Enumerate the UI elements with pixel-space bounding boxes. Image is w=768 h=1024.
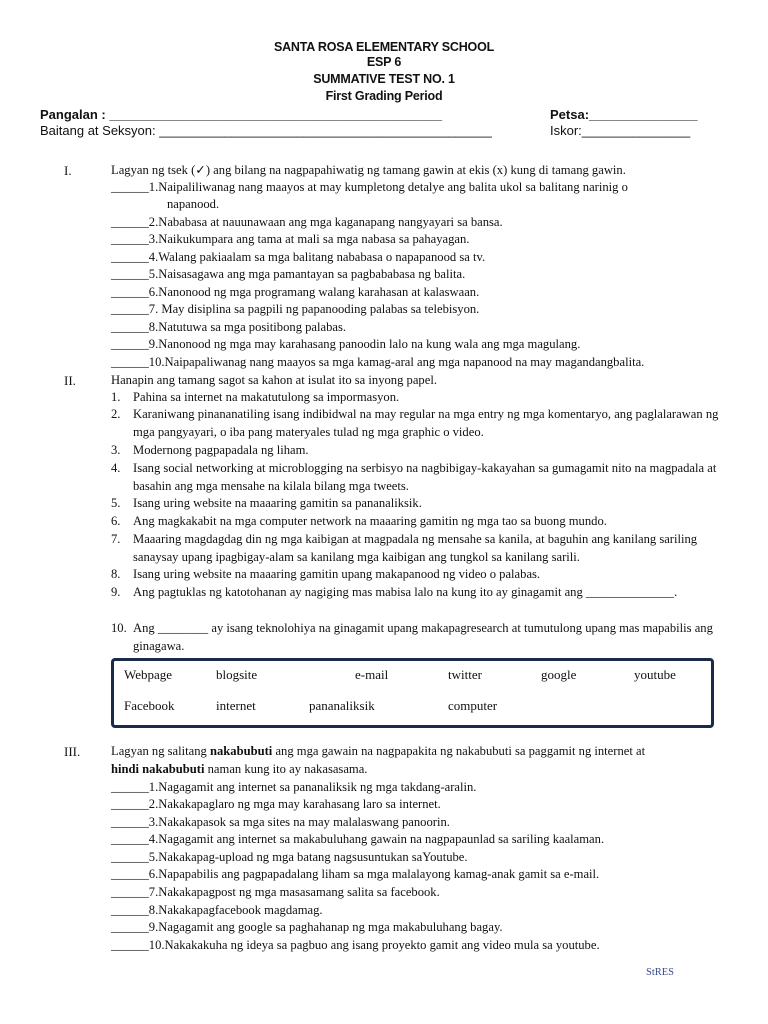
keyword-nakabubuti: nakabubuti — [209, 744, 273, 758]
choice-email: e-mail — [355, 667, 389, 682]
part3-item: ______7.Nakakapagpost ng mga masasamang salita sa facebook. — [111, 885, 440, 899]
part2-item-number: 1. — [111, 390, 121, 404]
part2-item-number: 7. — [111, 532, 121, 546]
part2-item-text: Isang social networking at microblogging na serbisyo na nagbibigay-kakayahan sa gumagamit nito na magpadala at basahin ang mga mensahe na kilala bilang mga tweets. — [133, 461, 717, 493]
choice-twitter: twitter — [448, 667, 482, 682]
part2-item-text: Karaniwang pinananatiling isang indibidwal na may regular na mga entry ng mga komentaryo, ang paglalarawan ng mga pangyayari, o iba pang materyales tulad ng mga graphic o video. — [133, 407, 719, 439]
part2-item-text: Isang uring website na maaaring gamitin sa pananaliksik. — [133, 496, 422, 510]
part2-numeral: II. — [64, 373, 76, 388]
part2-item-text: Ang pagtuklas ng katotohanan ay nagiging mas mabisa lalo na kung ito ay ginagamit ang ______________. — [133, 585, 678, 599]
choice-google: google — [541, 667, 577, 682]
part3-numeral: III. — [64, 744, 81, 759]
part3-item: ______9.Nagagamit ang google sa paghahanap ng mga makabuluhang bagay. — [111, 920, 503, 934]
keyword-hindi-nakabubuti: hindi nakabubuti — [111, 762, 205, 776]
iskor-field: Iskor:_______________ — [550, 123, 691, 138]
pangalan-field: Pangalan : ______________________________________________ — [40, 107, 442, 122]
part2-instruction: Hanapin ang tamang sagot sa kahon at isulat ito sa inyong papel. — [111, 373, 437, 387]
grading-period: First Grading Period — [325, 89, 443, 103]
choice-webpage: Webpage — [124, 667, 173, 682]
part3-instruction-line2: hindi nakabubuti naman kung ito ay nakasasama. — [111, 762, 368, 776]
part3-item: ______2.Nakakapaglaro ng mga may karahasang laro sa internet. — [111, 797, 441, 811]
part2-item-number: 6. — [111, 514, 121, 528]
part3-item: ______6.Napapabilis ang pagpapadalang liham sa mga malalayong kamag-anak gamit sa e-mail. — [111, 867, 600, 881]
part3-item: ______4.Nagagamit ang internet sa makabuluhang gawain na nagpapaunlad sa sariling kaalaman. — [111, 832, 605, 846]
part3-instruction-line1: Lagyan ng salitang nakabubuti ang mga gawain na nagpapakita ng nakabubuti sa paggamit ng internet at — [111, 744, 646, 758]
part3-item: ______10.Nakakakuha ng ideya sa pagbuo ang isang proyekto gamit ang video mula sa youtube. — [111, 938, 600, 952]
part1-item: ______10.Naipapaliwanag nang maayos sa mga kamag-aral ang mga napanood na may magandangbalita. — [111, 355, 645, 369]
part1-item: ______3.Naikukumpara ang tama at mali sa mga nabasa sa pahayagan. — [111, 232, 470, 246]
choice-computer: computer — [448, 698, 498, 713]
part1-item: ______4.Walang pakiaalam sa mga balitang nababasa o napapanood sa tv. — [111, 250, 486, 264]
part1-item: ______8.Natutuwa sa mga positibong palabas. — [111, 320, 347, 334]
choice-pananaliksik: pananaliksik — [309, 698, 375, 713]
part2-item-text: Ang ________ ay isang teknolohiya na ginagamit upang makapagresearch at tumutulong upang mas mapabilis ang ginagawa. — [133, 621, 713, 653]
part3-item: ______8.Nakakapagfacebook magdamag. — [111, 903, 323, 917]
school-name: SANTA ROSA ELEMENTARY SCHOOL — [273, 40, 495, 54]
part2-item-number: 8. — [111, 567, 121, 581]
part2-item-number: 2. — [111, 407, 121, 421]
footer-mark: StRES — [646, 967, 675, 978]
part2-item-text: Pahina sa internet na makatutulong sa impormasyon. — [133, 390, 400, 404]
part2-item-text: Maaaring magdagdag din ng mga kaibigan at magpadala ng mensahe sa kanila, at baguhin ang kanilang sariling sanaysay upang ipagbigay-alam sa kanilang mga kaibigan ang tungkol sa kanilang sarili. — [133, 532, 698, 564]
part1-item: ______7. May disiplina sa pagpili ng papanooding palabas sa telebisyon. — [111, 302, 480, 316]
part3-item: ______5.Nakakapag-upload ng mga batang nagsusuntukan saYoutube. — [111, 850, 468, 864]
part1-item: ______2.Nababasa at nauunawaan ang mga kaganapang nangyayari sa bansa. — [111, 215, 503, 229]
part2-item-number: 4. — [111, 461, 121, 475]
part1-instruction: Lagyan ng tsek (✓) ang bilang na nagpapahiwatig ng tamang gawin at ekis (x) kung di tamang gawin. — [111, 163, 626, 177]
choice-blogsite: blogsite — [216, 667, 258, 682]
part1-item-continuation: napanood. — [167, 197, 220, 211]
choice-youtube: youtube — [634, 667, 676, 682]
petsa-field: Petsa:_______________ — [550, 107, 698, 122]
part2-item-text: Modernong pagpapadala ng liham. — [133, 443, 309, 457]
part2-item-text: Isang uring website na maaaring gamitin upang makapanood ng video o palabas. — [133, 567, 541, 581]
part2-item-number: 5. — [111, 496, 121, 510]
part2-item-number: 10. — [111, 621, 127, 635]
part3-item: ______1.Nagagamit ang internet sa pananaliksik ng mga takdang-aralin. — [111, 780, 477, 794]
part1-item: ______1.Naipaliliwanag nang maayos at may kumpletong detalye ang balita ukol sa balitang narinig o — [111, 180, 628, 194]
part2-item-text: Ang magkakabit na mga computer network na maaaring gamitin ng mga tao sa buong mundo. — [133, 514, 607, 528]
part3-item: ______3.Nakakapasok sa mga sites na may malalaswang panoorin. — [111, 815, 450, 829]
part2-item-number: 3. — [111, 443, 121, 457]
part1-item: ______6.Nanonood ng mga programang walang karahasan at kalaswaan. — [111, 285, 480, 299]
baitang-field: Baitang at Seksyon: ______________________________________________ — [40, 123, 492, 138]
choice-internet: internet — [216, 698, 256, 713]
part1-item: ______9.Nanonood ng mga may karahasang panoodin lalo na kung wala ang mga magulang. — [111, 337, 581, 351]
part2-item-number: 9. — [111, 585, 121, 599]
test-title: SUMMATIVE TEST NO. 1 — [313, 72, 455, 86]
part1-item: ______5.Naisasagawa ang mga pamantayan sa pagbababasa ng balita. — [111, 267, 466, 281]
answer-choices-box — [111, 658, 714, 728]
choice-facebook: Facebook — [124, 698, 175, 713]
part1-numeral: I. — [64, 163, 72, 178]
subject-title: ESP 6 — [366, 55, 402, 69]
